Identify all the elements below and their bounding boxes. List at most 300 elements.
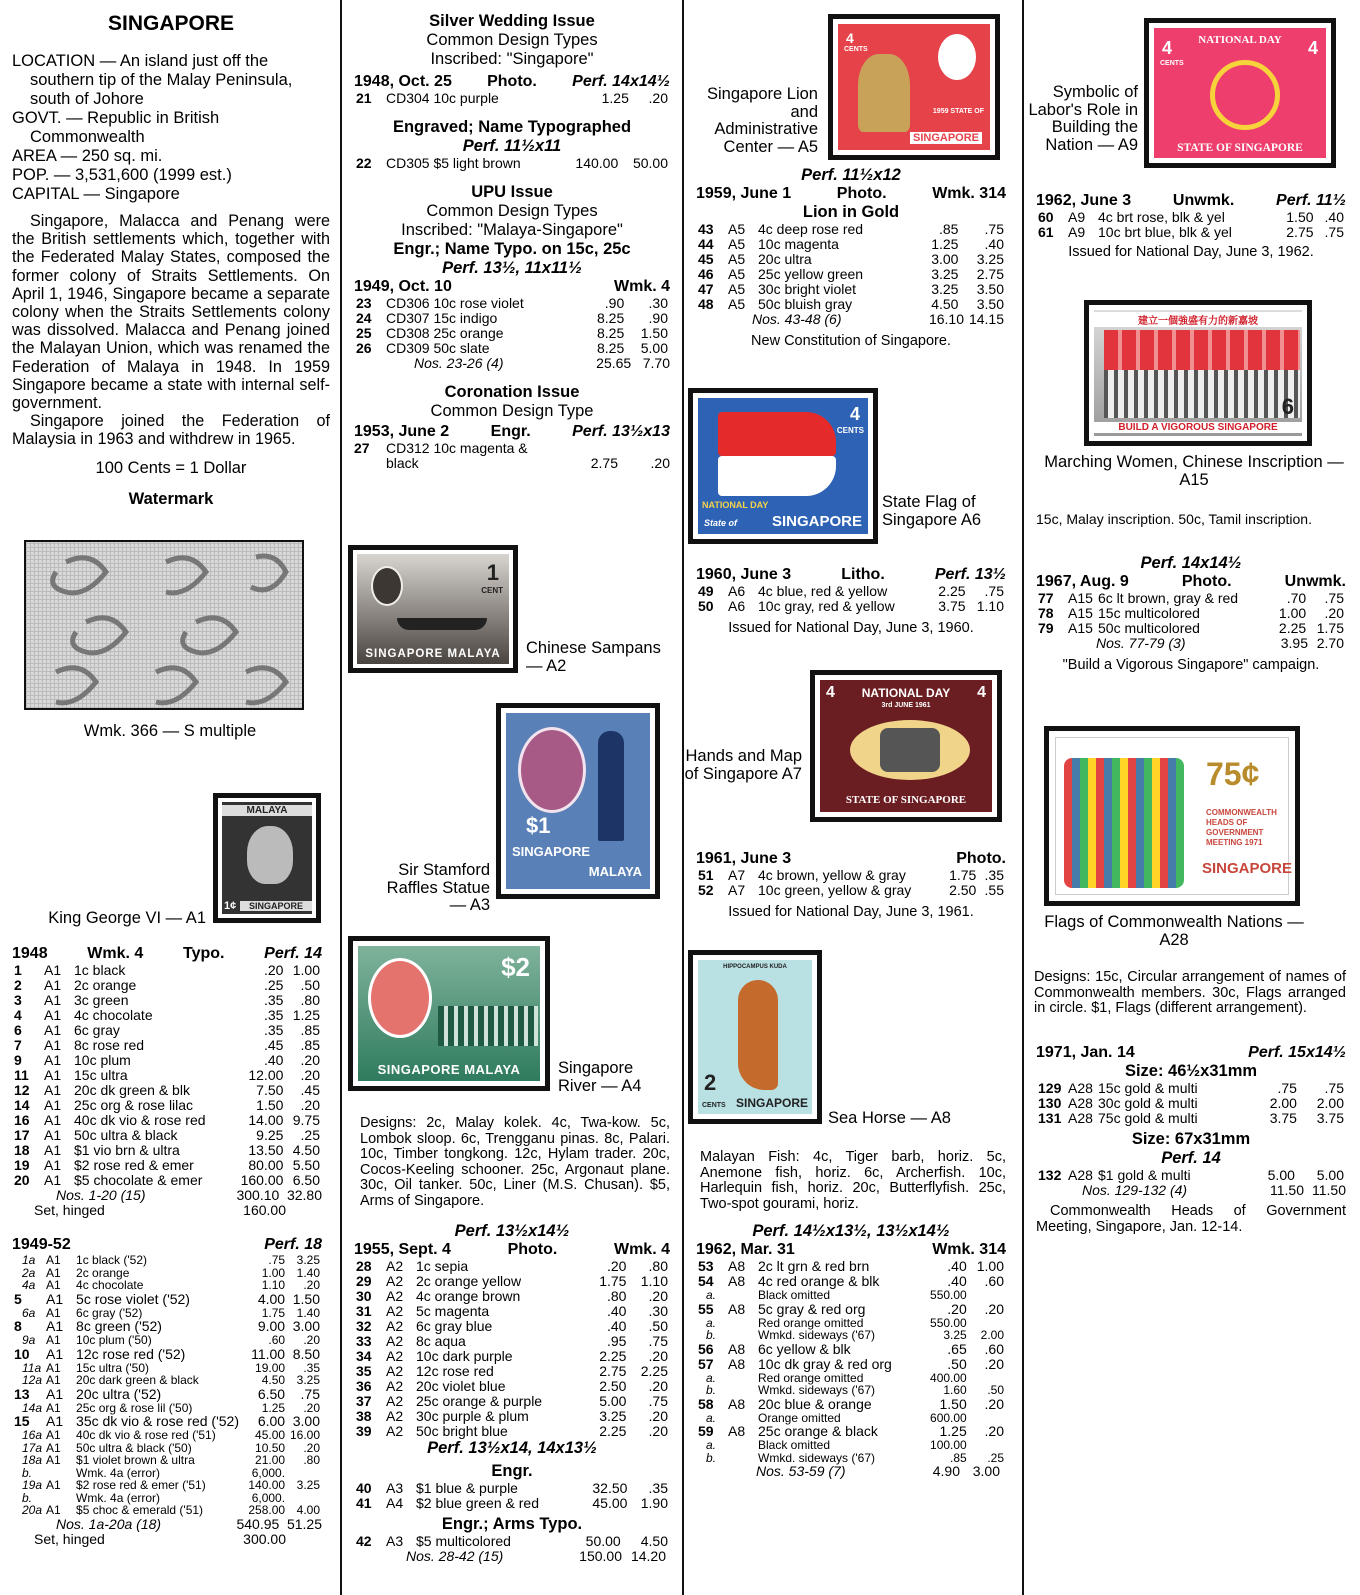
stamp-design: A1 — [44, 1052, 62, 1068]
issue-perf: Perf. 14 — [264, 945, 322, 962]
stamp-number: 53 — [698, 1258, 714, 1274]
stamp-mint: 1.10 — [261, 1278, 286, 1292]
issue-header — [1036, 192, 1346, 210]
stamp-description: 4c chocolate — [76, 1278, 144, 1292]
watermark-s-pattern — [26, 542, 302, 708]
stamp-a28-value: 75¢ — [1206, 756, 1260, 792]
stamp-a7-nd: NATIONAL DAY — [861, 686, 951, 700]
stamp-description: 20c blue & orange — [758, 1395, 872, 1412]
stamp-description: 50c ultra & black — [74, 1127, 178, 1143]
stamp-description: 5c gray & red org — [758, 1300, 866, 1317]
table-row — [12, 1023, 322, 1038]
stamp-mint: 14.00 — [248, 1112, 284, 1128]
table-row — [12, 1113, 322, 1128]
stamp-number: 14 — [14, 1097, 30, 1113]
stamp-mint: 2.75 — [599, 1363, 627, 1379]
stamp-used: .20 — [303, 1400, 320, 1415]
stamp-mint: 2.75 — [1286, 224, 1314, 240]
hinged-row — [12, 1203, 322, 1218]
stamp-number: 1a — [22, 1253, 36, 1267]
stamp-description: 4c brown, yellow & gray — [758, 867, 906, 883]
table-row — [12, 1173, 322, 1188]
stamp-design: A1 — [44, 1157, 62, 1173]
stamp-design: A6 — [728, 583, 746, 599]
stamp-description: 15c ultra ('50) — [76, 1360, 150, 1375]
issue-perf: Perf. 18 — [264, 1236, 322, 1253]
stamp-mint: .35 — [263, 1022, 284, 1038]
stamp-a9-value: 4 — [1307, 38, 1318, 58]
issue-header — [354, 73, 670, 91]
table-row — [12, 1479, 322, 1492]
issue-date: 1949, Oct. 10 — [354, 278, 452, 295]
stamp-a5-text: SINGAPORE — [910, 132, 982, 144]
stamp-used: 3.25 — [976, 251, 1004, 267]
queen-portrait — [371, 566, 403, 606]
stamp-description: 30c bright violet — [758, 281, 857, 297]
stamp-number: 23 — [356, 295, 372, 311]
stamp-number: 21 — [356, 90, 372, 106]
stamp-a3-text2: MALAYA — [588, 864, 642, 879]
a6-caption: State Flag of Singapore A6 — [882, 493, 982, 529]
stamp-mint: 11.00 — [251, 1345, 286, 1362]
issue-perf: Perf. 13½x14, 14x13½ — [427, 1439, 597, 1457]
stamp-number: 26 — [356, 340, 372, 356]
stamp-mint: .20 — [263, 962, 284, 978]
stamp-description: CD306 10c rose violet — [386, 295, 524, 311]
stamp-design: A1 — [44, 1127, 62, 1143]
stamp-number: 20a — [22, 1503, 43, 1517]
table-row — [354, 1304, 670, 1319]
table-row — [354, 1496, 670, 1511]
nos-row — [354, 1549, 670, 1564]
a3-caption: Sir Stamford Raffles Statue — A3 — [386, 861, 490, 914]
nos-label: Nos. 23-26 (4) — [414, 355, 504, 371]
marching-flags — [1104, 330, 1300, 370]
stamp-description: Red orange omitted — [758, 1315, 864, 1330]
issue-process: Engr. — [491, 1462, 533, 1480]
stamp-description: $2 rose red & emer — [74, 1157, 194, 1173]
nos-row — [696, 312, 1006, 327]
currency: 100 Cents = 1 Dollar — [95, 458, 247, 477]
a4-caption: Singapore River — A4 — [558, 1059, 642, 1095]
stamp-design: A1 — [46, 1265, 61, 1280]
stamp-mint: 45.00 — [255, 1428, 286, 1442]
stamp-design: A1 — [44, 1022, 62, 1038]
stamp-description: 40c dk vio & rose red ('51) — [76, 1428, 216, 1442]
stamp-mint: 7.50 — [256, 1082, 284, 1098]
stamp-design: A2 — [386, 1288, 404, 1304]
stamp-a9-text: STATE OF SINGAPORE — [1177, 142, 1303, 154]
stamp-design: A5 — [728, 221, 746, 237]
table-row — [12, 1038, 322, 1053]
stamp-a28-line: HEADS OF — [1206, 818, 1248, 827]
stamp-description: CD305 $5 light brown — [386, 155, 521, 171]
stamp-mint: 2.50 — [599, 1378, 627, 1394]
issue-wmk: Wmk. 314 — [932, 1241, 1006, 1258]
stamp-design: A7 — [728, 867, 746, 883]
stamp-design — [726, 1439, 756, 1452]
stamp-mint: 1.50 — [939, 1395, 967, 1412]
stamp-used: 1.00 — [292, 962, 320, 978]
stamp-number: 18 — [14, 1142, 30, 1158]
issue-sub: Lion in Gold — [802, 203, 900, 221]
nos-label: Nos. 43-48 (6) — [752, 311, 842, 327]
stamp-description: 50c bright blue — [416, 1423, 508, 1439]
stamp-number: 15 — [14, 1413, 30, 1429]
stamp-table — [1036, 1168, 1346, 1183]
table-row — [12, 1279, 322, 1292]
stamp-number: 33 — [356, 1333, 372, 1349]
stamp-a6-text: SINGAPORE — [771, 513, 862, 530]
issue-process: Engr. — [490, 423, 531, 440]
stamp-design: A2 — [386, 1393, 404, 1409]
stamp-description: 4c brt rose, blk & yel — [1098, 209, 1225, 225]
stamp-mint: 400.00 — [930, 1370, 967, 1385]
stamp-mint: 258.00 — [248, 1503, 286, 1517]
issue-perf: Perf. 11½ — [1276, 192, 1346, 209]
stamp-description: 6c gray ('52) — [76, 1305, 143, 1320]
stamp-used: .30 — [648, 1303, 668, 1319]
nos-value: 11.50 — [1312, 1182, 1346, 1198]
stamp-number: b. — [706, 1383, 717, 1397]
table-row — [12, 1068, 322, 1083]
stamp-description: Wmkd. sideways ('67) — [758, 1383, 875, 1397]
stamp-mint: 1.60 — [943, 1383, 967, 1397]
stamp-design — [726, 1329, 756, 1342]
stamp-description: 8c aqua — [416, 1333, 466, 1349]
stamp-table — [1036, 210, 1346, 240]
stamp-description: 10c magenta — [758, 236, 839, 252]
stamp-description: 20c ultra — [758, 251, 812, 267]
a28-designs: Designs: 15c, Circular arrangement of names of Commonwealth members. 30c, Flags arranged in circle. $1, Flags (different arrangement). — [1034, 969, 1346, 1016]
stamp-description: 1c black ('52) — [76, 1253, 148, 1267]
stamp-used: .80 — [300, 992, 320, 1008]
stamp-design: A8 — [728, 1340, 746, 1357]
stamp-number: 1 — [14, 962, 22, 978]
stamp-used: 3.50 — [976, 296, 1004, 312]
stamp-table — [696, 222, 1006, 312]
stamp-description: 8c green ('52) — [76, 1318, 162, 1334]
stamp-number: 4 — [14, 1007, 22, 1023]
stamp-table — [696, 584, 1006, 614]
stamp-design: A1 — [46, 1503, 61, 1517]
issue-header — [354, 1241, 670, 1259]
stamp-mint: 550.00 — [930, 1315, 967, 1330]
stamp-mint: 50.00 — [585, 1533, 621, 1549]
stamp-design: A2 — [386, 1273, 404, 1289]
stamp-design — [726, 1384, 756, 1397]
stamp-description: 4c deep rose red — [758, 221, 864, 237]
stamp-mint: 550.00 — [930, 1288, 967, 1302]
upu-sub: Common Design Types — [426, 202, 598, 220]
stamp-number: 39 — [356, 1423, 372, 1439]
stamp-number: 51 — [698, 867, 714, 883]
stamp-used: .20 — [648, 90, 668, 106]
issue-date: 1948, Oct. 25 — [354, 73, 452, 90]
stamp-mint: .40 — [947, 1273, 967, 1289]
stamp-number: 42 — [356, 1533, 372, 1549]
table-row — [354, 1289, 670, 1304]
stamp-design: A1 — [44, 1112, 62, 1128]
table-row — [696, 868, 1006, 883]
stamp-mint: 4.50 — [261, 1373, 286, 1387]
stamp-used: .75 — [1324, 1080, 1344, 1096]
stamp-description: 25c yellow green — [758, 266, 864, 282]
stamp-mint: 2.25 — [938, 583, 966, 599]
stamp-a15-value: 6 — [1281, 394, 1294, 419]
stamp-mint: 1.25 — [261, 1400, 286, 1415]
stamp-used: .55 — [984, 882, 1004, 898]
stamp-description: $5 multicolored — [416, 1533, 511, 1549]
issue-note: "Build a Vigorous Singapore" campaign. — [1062, 657, 1320, 673]
population: POP. — 3,531,600 (1999 est.) — [12, 166, 232, 184]
stamp-mint: .50 — [947, 1355, 967, 1372]
issue-header — [1036, 1044, 1346, 1062]
federation-paragraph: Singapore joined the Federation of Malaysia in 1963 and withdrew in 1965. — [12, 412, 330, 449]
stamp-row — [354, 441, 670, 471]
stamp-description: 15c multicolored — [1098, 605, 1200, 621]
stamp-number: 24 — [356, 310, 372, 326]
stamp-mint: 2.50 — [949, 882, 977, 898]
queen-portrait — [938, 34, 976, 80]
stamp-a7-value: 4 — [977, 684, 986, 701]
table-row — [354, 1481, 670, 1496]
stamp-used: .25 — [300, 1127, 320, 1143]
stamp-used: 1.25 — [292, 1007, 320, 1023]
stamp-used: .20 — [303, 1440, 320, 1455]
a15-caption: Marching Women, Chinese Inscription — A15 — [1044, 453, 1344, 489]
table-row — [12, 1504, 322, 1517]
stamp-description: 20c violet blue — [416, 1378, 506, 1394]
stamp-description: Wmkd. sideways ('67) — [758, 1450, 875, 1465]
stamp-a3 — [496, 703, 660, 899]
stamp-mint: 6.50 — [257, 1385, 286, 1402]
stamp-number: 22 — [356, 155, 372, 171]
stamp-number: 52 — [698, 882, 714, 898]
stamp-mint: 3.25 — [931, 281, 959, 297]
stamp-used: .90 — [648, 310, 668, 326]
issue-date: 1961, June 3 — [696, 850, 792, 867]
stamp-number: 46 — [698, 266, 714, 282]
stamp-number: 27 — [354, 440, 370, 456]
table-row — [696, 252, 1006, 267]
stamp-a8 — [688, 950, 822, 1124]
stamp-a1 — [213, 793, 321, 923]
table-row — [354, 1394, 670, 1409]
flags-cluster — [1064, 758, 1184, 888]
nos-row — [354, 356, 670, 371]
watermark-image — [24, 540, 304, 710]
stamp-design: A1 — [46, 1440, 61, 1455]
stamp-used: 1.00 — [976, 1258, 1004, 1274]
stamp-a1-value: 1¢ — [224, 900, 237, 912]
stamp-design: A28 — [1068, 1167, 1093, 1183]
stamp-a9-nd: NATIONAL DAY — [1198, 34, 1282, 46]
stamp-mint: 2.00 — [1269, 1095, 1297, 1111]
stamp-description: 6c gray — [74, 1022, 120, 1038]
stamp-design: A5 — [728, 266, 746, 282]
issue-header — [696, 1241, 1006, 1259]
issue-process: Litho. — [841, 566, 885, 583]
stamp-used: 6.50 — [292, 1172, 320, 1188]
issue-1961 — [696, 850, 1006, 920]
table-row — [696, 1397, 1006, 1412]
hinged-label: Set, hinged — [34, 1202, 105, 1218]
stamp-mint: 140.00 — [248, 1478, 286, 1492]
stamp-mint: 9.25 — [256, 1127, 284, 1143]
page-title: SINGAPORE — [107, 12, 235, 35]
stamp-used: 1.10 — [976, 598, 1004, 614]
stamp-design: A9 — [1068, 209, 1086, 225]
stamp-design: A1 — [46, 1290, 64, 1307]
table-row — [696, 1439, 1006, 1452]
table-row — [354, 1319, 670, 1334]
stamp-number: 41 — [356, 1495, 372, 1511]
stamp-number: 130 — [1038, 1095, 1062, 1111]
issue-perf: Perf. 14x14½ — [572, 73, 670, 90]
table-row — [12, 1429, 322, 1442]
lion-figure — [858, 54, 910, 132]
nos-row — [12, 1188, 322, 1203]
stamp-mint: .40 — [263, 1052, 284, 1068]
table-row — [354, 1364, 670, 1379]
stamp-used: 1.40 — [296, 1305, 320, 1320]
nos-value: 25.65 — [596, 355, 632, 371]
cor-title: Coronation Issue — [444, 383, 580, 401]
stamp-number: 56 — [698, 1340, 714, 1357]
stamp-table — [696, 1259, 1006, 1464]
stamp-description: $5 chocolate & emer — [74, 1172, 203, 1188]
stamp-a4-value: $2 — [501, 952, 530, 982]
stamp-design: A8 — [728, 1355, 746, 1372]
stamp-number: 28 — [356, 1258, 372, 1274]
table-row — [354, 326, 670, 341]
nos-value: 11.50 — [1270, 1182, 1304, 1198]
fish-designs-note: Malayan Fish: 4c, Tiger barb, horiz. 5c, Anemone fish, horiz. 6c, Archerfish. 10c, Harlequin fish, horiz. 20c, Butterflyfish. 25c, Two-spot gourami, horiz. — [700, 1149, 1006, 1212]
stamp-mint: .20 — [606, 1258, 627, 1274]
stamp-used: .40 — [1324, 209, 1344, 225]
nos-label: Nos. 77-79 (3) — [1096, 635, 1186, 651]
raffles-statue — [598, 731, 624, 841]
stamp-description: 25c orange & black — [758, 1423, 878, 1439]
stamp-a15-chinese: 建立一個強盛有力的新嘉坡 — [1094, 312, 1302, 327]
stamp-a15 — [1084, 300, 1312, 446]
hinged-value: 160.00 — [243, 1202, 286, 1218]
stamp-number: a. — [706, 1315, 717, 1330]
stamp-design: A2 — [386, 1408, 404, 1424]
stamp-used — [969, 1289, 1006, 1302]
stamp-a5-value: 4 — [846, 30, 854, 46]
stamp-description: Black omitted — [758, 1288, 831, 1302]
river-buildings — [438, 1006, 538, 1046]
stamp-number: 129 — [1038, 1080, 1062, 1096]
table-row — [354, 1424, 670, 1439]
stamp-number: 7 — [14, 1037, 22, 1053]
issue-1962 — [696, 1222, 1006, 1479]
stamp-design — [726, 1289, 756, 1302]
stamp-used: .20 — [648, 1348, 668, 1364]
table-row — [354, 1274, 670, 1289]
stamp-used: 16.00 — [289, 1428, 320, 1442]
stamp-mint: 8.25 — [596, 310, 625, 326]
table-row — [12, 1454, 322, 1467]
table-row — [1036, 606, 1346, 621]
issue-date: 1962, Mar. 31 — [696, 1241, 795, 1258]
table-row — [354, 311, 670, 326]
stamp-description: CD312 10c magenta & black — [386, 440, 528, 471]
nos-value: 16.10 — [928, 311, 964, 327]
eng-perf: Perf. 11½x11 — [462, 137, 562, 155]
stamp-used: 50.00 — [632, 155, 668, 171]
stamp-used: .20 — [984, 1355, 1004, 1372]
stamp-number: 58 — [698, 1395, 714, 1412]
a28-caption: Flags of Commonwealth Nations — A28 — [1044, 913, 1304, 949]
government: GOVT. — Republic in British Commonwealth — [12, 109, 220, 146]
stamp-used: 2.00 — [1316, 1095, 1344, 1111]
issue-1955 — [354, 1222, 670, 1564]
table-row — [696, 1357, 1006, 1372]
stamp-number: 47 — [698, 281, 714, 297]
a15-designs: 15c, Malay inscription. 50c, Tamil inscription. — [1036, 511, 1312, 527]
stamp-design: A2 — [386, 1258, 404, 1274]
stamp-used: 1.10 — [640, 1273, 668, 1289]
stamp-design: A8 — [728, 1273, 746, 1289]
stamp-mint: 2.75 — [590, 455, 618, 471]
stamp-used: 5.00 — [640, 340, 668, 356]
stamp-design: A1 — [46, 1345, 64, 1362]
stamp-a8-text: SINGAPORE — [735, 1096, 808, 1110]
table-row — [12, 1319, 322, 1334]
issue-year: 1949-52 — [12, 1236, 71, 1253]
table-row — [354, 1334, 670, 1349]
stamp-description: 10c dk gray & red org — [758, 1355, 892, 1372]
issue-wmk: Wmk. 314 — [932, 185, 1006, 202]
stamp-number: b. — [22, 1490, 33, 1505]
table-row — [1036, 1111, 1346, 1126]
stamp-mint: .65 — [947, 1340, 967, 1357]
stamp-table — [354, 296, 670, 356]
stamp-description: 4c orange brown — [416, 1288, 521, 1304]
stamp-a2-text: SINGAPORE MALAYA — [365, 648, 501, 660]
stamp-mint: 1.50 — [1286, 209, 1314, 225]
column-4 — [1024, 0, 1360, 1595]
stamp-number: 59 — [698, 1423, 714, 1439]
stamp-number: 37 — [356, 1393, 372, 1409]
stamp-number: 78 — [1038, 605, 1054, 621]
stamp-description: $1 blue & purple — [416, 1480, 518, 1496]
location: LOCATION — An island just off the southern tip of the Malay Peninsula, south of Johore — [12, 52, 293, 108]
stamp-used: .80 — [303, 1453, 320, 1467]
hinged-row — [12, 1532, 322, 1547]
stamp-design: A6 — [728, 598, 746, 614]
stamp-number: a. — [706, 1438, 717, 1452]
stamp-number: 40 — [356, 1480, 372, 1496]
stamp-design: A1 — [44, 1067, 62, 1083]
stamp-number: 19a — [22, 1478, 43, 1492]
stamp-mint: 3.00 — [931, 251, 959, 267]
stamp-used: 3.75 — [1316, 1110, 1344, 1126]
stamp-used: 5.50 — [292, 1157, 320, 1173]
table-row — [12, 1143, 322, 1158]
stamp-mint: .40 — [606, 1318, 627, 1334]
stamp-mint: 32.50 — [592, 1480, 628, 1496]
issue-note: New Constitution of Singapore. — [751, 333, 951, 349]
stamp-mint: 1.00 — [1278, 605, 1307, 621]
stamp-mint: 10.50 — [255, 1440, 286, 1455]
issue-wmk: Unwmk. — [1284, 573, 1346, 590]
column-2 — [342, 0, 682, 1595]
stamp-used: .30 — [648, 295, 668, 311]
